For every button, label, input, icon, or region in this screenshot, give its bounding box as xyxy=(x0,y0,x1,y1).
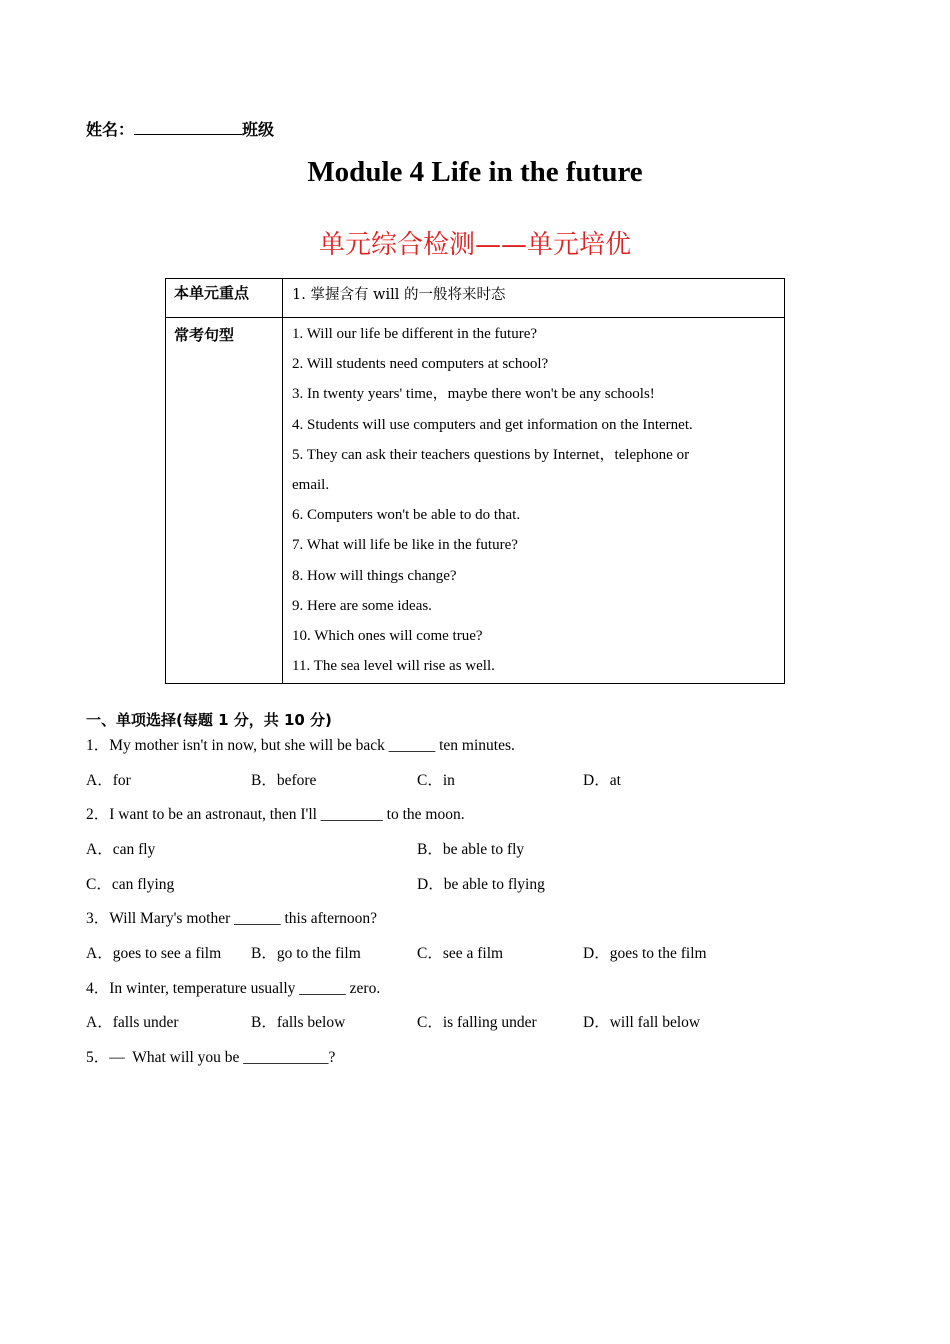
pattern-item: 6. Computers won't be able to do that. xyxy=(292,507,521,524)
pattern-item: 8. How will things change? xyxy=(292,567,457,584)
q3-option-c[interactable]: C．see a film xyxy=(417,945,504,962)
pattern-item: 2. Will students need computers at school? xyxy=(292,356,549,373)
pattern-item: 1. Will our life be different in the future? xyxy=(292,326,538,342)
section-heading: 一、单项选择(每题 1 分，共 10 分) xyxy=(86,711,332,729)
q2-option-a[interactable]: A．can fly xyxy=(86,841,156,858)
page-title: Module 4 Life in the future xyxy=(307,156,643,188)
pattern-item: 4. Students will use computers and get information on the Internet. xyxy=(292,416,693,433)
q4-option-d[interactable]: D．will fall below xyxy=(583,1014,701,1031)
q4-option-b[interactable]: B．falls below xyxy=(251,1014,346,1031)
q1-option-a[interactable]: A．for xyxy=(86,772,131,789)
focus-row xyxy=(166,279,785,318)
pattern-item: 11. The sea level will rise as well. xyxy=(292,658,495,675)
focus-text: 1. 掌握含有 will 的一般将来时态 xyxy=(283,279,785,318)
focus-label: 本单元重点 xyxy=(166,279,283,318)
class-label: 班级 xyxy=(242,120,275,139)
question-3: 3．Will Mary's mother ______ this afternoon? xyxy=(86,910,378,927)
q3-option-b[interactable]: B．go to the film xyxy=(251,945,361,962)
name-label: 姓名： xyxy=(86,120,135,139)
pattern-item: 5. They can ask their teachers questions by Internet，telephone or xyxy=(292,446,690,463)
question-2: 2．I want to be an astronaut, then I'll ________ to the moon. xyxy=(86,806,465,823)
q1-option-b[interactable]: B．before xyxy=(251,772,317,789)
pattern-item: email. xyxy=(292,477,330,494)
q3-option-a[interactable]: A．goes to see a film xyxy=(86,945,222,962)
question-5: 5．— What will you be ___________? xyxy=(86,1049,336,1066)
pattern-item: 7. What will life be like in the future? xyxy=(292,537,518,554)
patterns-cell xyxy=(283,318,785,684)
patterns-label: 常考句型 xyxy=(166,318,283,684)
patterns-row xyxy=(166,318,785,684)
page-subtitle: 单元综合检测——单元培优 xyxy=(318,230,631,260)
q2-option-b[interactable]: B．be able to fly xyxy=(417,841,525,858)
question-1: 1．My mother isn't in now, but she will be back ______ ten minutes. xyxy=(86,737,515,754)
student-name-line xyxy=(86,117,274,140)
pattern-item: 3. In twenty years' time，maybe there won't be any schools! xyxy=(292,386,655,403)
name-blank[interactable] xyxy=(134,120,242,135)
q2-option-c[interactable]: C．can flying xyxy=(86,876,175,893)
question-4: 4．In winter, temperature usually ______ zero. xyxy=(86,980,381,997)
q4-option-a[interactable]: A．falls under xyxy=(86,1014,179,1031)
q1-option-d[interactable]: D．at xyxy=(583,772,621,789)
q2-option-d[interactable]: D．be able to flying xyxy=(417,876,545,893)
q4-option-c[interactable]: C．is falling under xyxy=(417,1014,537,1031)
q3-option-d[interactable]: D．goes to the film xyxy=(583,945,707,962)
pattern-item: 9. Here are some ideas. xyxy=(292,597,432,614)
q1-option-c[interactable]: C．in xyxy=(417,772,455,789)
key-points-table xyxy=(165,278,785,684)
pattern-item: 10. Which ones will come true? xyxy=(292,628,483,645)
